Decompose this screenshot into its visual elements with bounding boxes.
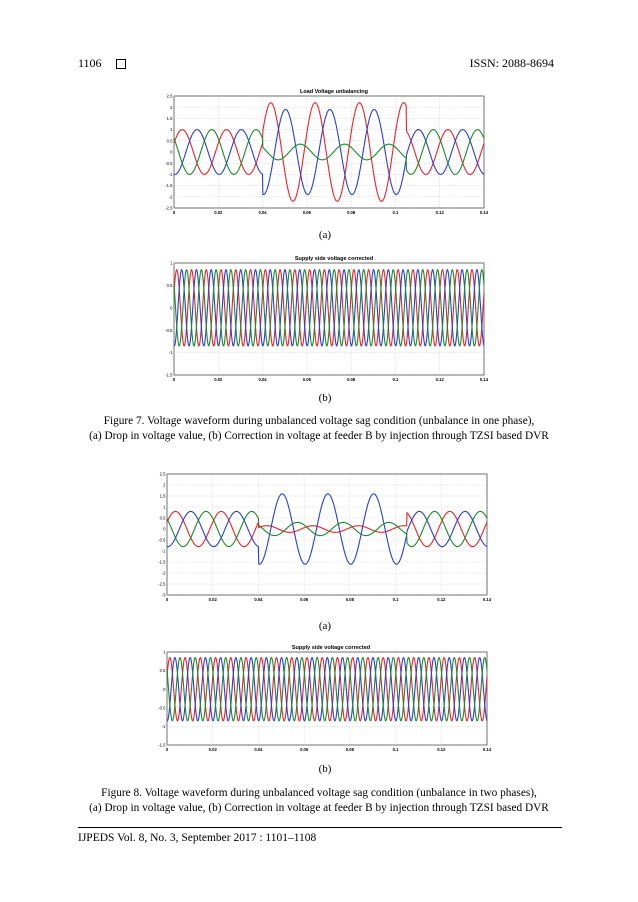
- plot-title: Supply side voltage corrected: [294, 256, 374, 262]
- x-tick-label: 0.04: [258, 377, 267, 382]
- y-tick-label: 0: [170, 149, 173, 155]
- x-tick-label: 0: [172, 377, 176, 382]
- y-tick-label: 1: [170, 260, 173, 266]
- y-tick-label: -1.5: [158, 559, 166, 565]
- plot-title: Load Voltage unbalancing: [299, 89, 369, 95]
- figure7b-plot: [162, 253, 492, 383]
- plot-frame: [167, 474, 487, 595]
- figure7-caption: [60, 414, 578, 444]
- y-tick-label: -0.5: [165, 327, 173, 333]
- y-tick-label: -0.5: [158, 705, 166, 711]
- x-tick-label: 0: [165, 597, 169, 602]
- y-tick-label: 1.5: [159, 493, 166, 499]
- x-tick-label: 0.1: [392, 377, 399, 382]
- y-tick-label: -1: [168, 350, 173, 356]
- x-tick-label: 0.12: [437, 747, 446, 752]
- x-tick-label: 0.02: [214, 377, 223, 382]
- y-tick-label: -1: [161, 548, 166, 554]
- x-tick-label: 0.08: [345, 597, 354, 602]
- figure7a-label: (a): [318, 229, 332, 241]
- x-tick-label: 0.06: [300, 747, 309, 752]
- y-tick-label: -3: [161, 592, 166, 598]
- figure8-caption: [60, 786, 578, 816]
- y-tick-label: -1.5: [165, 372, 173, 378]
- x-tick-label: 0.06: [302, 377, 311, 382]
- x-tick-label: 0.08: [347, 377, 356, 382]
- figure7b-label: (b): [318, 392, 332, 404]
- y-tick-label: 1: [170, 127, 173, 133]
- y-tick-label: 0.5: [166, 138, 173, 144]
- x-tick-label: 0.04: [254, 597, 263, 602]
- y-tick-label: -1: [168, 172, 173, 177]
- x-tick-label: 0: [165, 747, 169, 752]
- y-tick-label: -1.5: [165, 183, 173, 189]
- x-tick-label: 0.08: [345, 747, 354, 752]
- y-tick-label: 0.5: [159, 515, 166, 521]
- y-tick-label: 0: [163, 526, 166, 532]
- y-tick-label: -0.5: [165, 160, 173, 166]
- x-tick-label: 0.04: [254, 747, 263, 752]
- x-tick-label: 0.02: [214, 210, 223, 215]
- x-tick-label: 0.1: [392, 597, 399, 602]
- x-tick-label: 0.12: [437, 597, 446, 602]
- plot-title: Supply side voltage corrected: [291, 645, 371, 651]
- x-tick-label: 0.1: [392, 210, 399, 215]
- page-number: 1106: [78, 56, 102, 70]
- x-tick-label: 0.06: [300, 597, 309, 602]
- x-tick-label: 0.12: [435, 377, 444, 382]
- y-tick-label: 0.5: [166, 283, 173, 288]
- figure8b-plot: [155, 642, 495, 752]
- checkbox-square-icon: [116, 59, 126, 69]
- caption-line: (a) Drop in voltage value, (b) Correction in voltage at feeder B by injection through TZSI based DVR: [89, 430, 549, 442]
- y-tick-label: -2: [161, 570, 166, 576]
- page-header-left: [78, 56, 126, 71]
- y-tick-label: 1.5: [166, 116, 173, 121]
- y-tick-label: 1: [163, 504, 166, 510]
- x-tick-label: 0.06: [302, 210, 311, 215]
- y-tick-label: -2.5: [158, 581, 166, 587]
- x-tick-label: 0.02: [208, 747, 217, 752]
- figure8a-label: (a): [318, 620, 332, 632]
- x-tick-label: 0.14: [479, 210, 489, 215]
- y-tick-label: -1.5: [158, 742, 166, 748]
- journal-footer: IJPEDS Vol. 8, No. 3, September 2017 : 1101–1108: [78, 832, 317, 844]
- x-tick-label: 0.12: [435, 210, 444, 215]
- x-tick-label: 0.14: [482, 597, 492, 602]
- x-tick-label: 0.04: [258, 210, 267, 215]
- caption-line: (a) Drop in voltage value, (b) Correction in voltage at feeder B by injection through TZSI based DVR: [89, 802, 549, 814]
- x-tick-label: 0.08: [347, 210, 356, 215]
- y-tick-label: 0: [163, 686, 166, 692]
- caption-line: Figure 8. Voltage waveform during unbalanced voltage sag condition (unbalance in two phases),: [101, 787, 537, 799]
- y-tick-label: 0: [170, 305, 173, 311]
- footer-divider: [78, 827, 562, 828]
- y-tick-label: 2: [170, 104, 173, 110]
- x-tick-label: 0.02: [208, 597, 217, 602]
- y-tick-label: -2: [168, 194, 173, 200]
- y-tick-label: 2.5: [166, 93, 173, 99]
- x-tick-label: 0.14: [479, 377, 489, 382]
- figure8a-plot: [155, 468, 495, 603]
- y-tick-label: -0.5: [158, 537, 166, 543]
- y-tick-label: 2: [163, 482, 166, 488]
- issn-label: ISSN: 2088-8694: [469, 56, 554, 70]
- y-tick-label: 2.5: [159, 471, 166, 477]
- x-tick-label: 0: [172, 210, 176, 215]
- x-tick-label: 0.1: [392, 747, 399, 752]
- x-tick-label: 0.14: [482, 747, 492, 752]
- y-tick-label: 1: [163, 649, 166, 655]
- y-tick-label: -1: [161, 724, 166, 729]
- figure7a-plot: [162, 86, 492, 216]
- figure8b-label: (b): [318, 763, 332, 775]
- caption-line: Figure 7. Voltage waveform during unbalanced voltage sag condition (unbalance in one phase),: [103, 415, 535, 427]
- y-tick-label: 0.5: [159, 668, 166, 674]
- y-tick-label: -2.5: [165, 205, 173, 211]
